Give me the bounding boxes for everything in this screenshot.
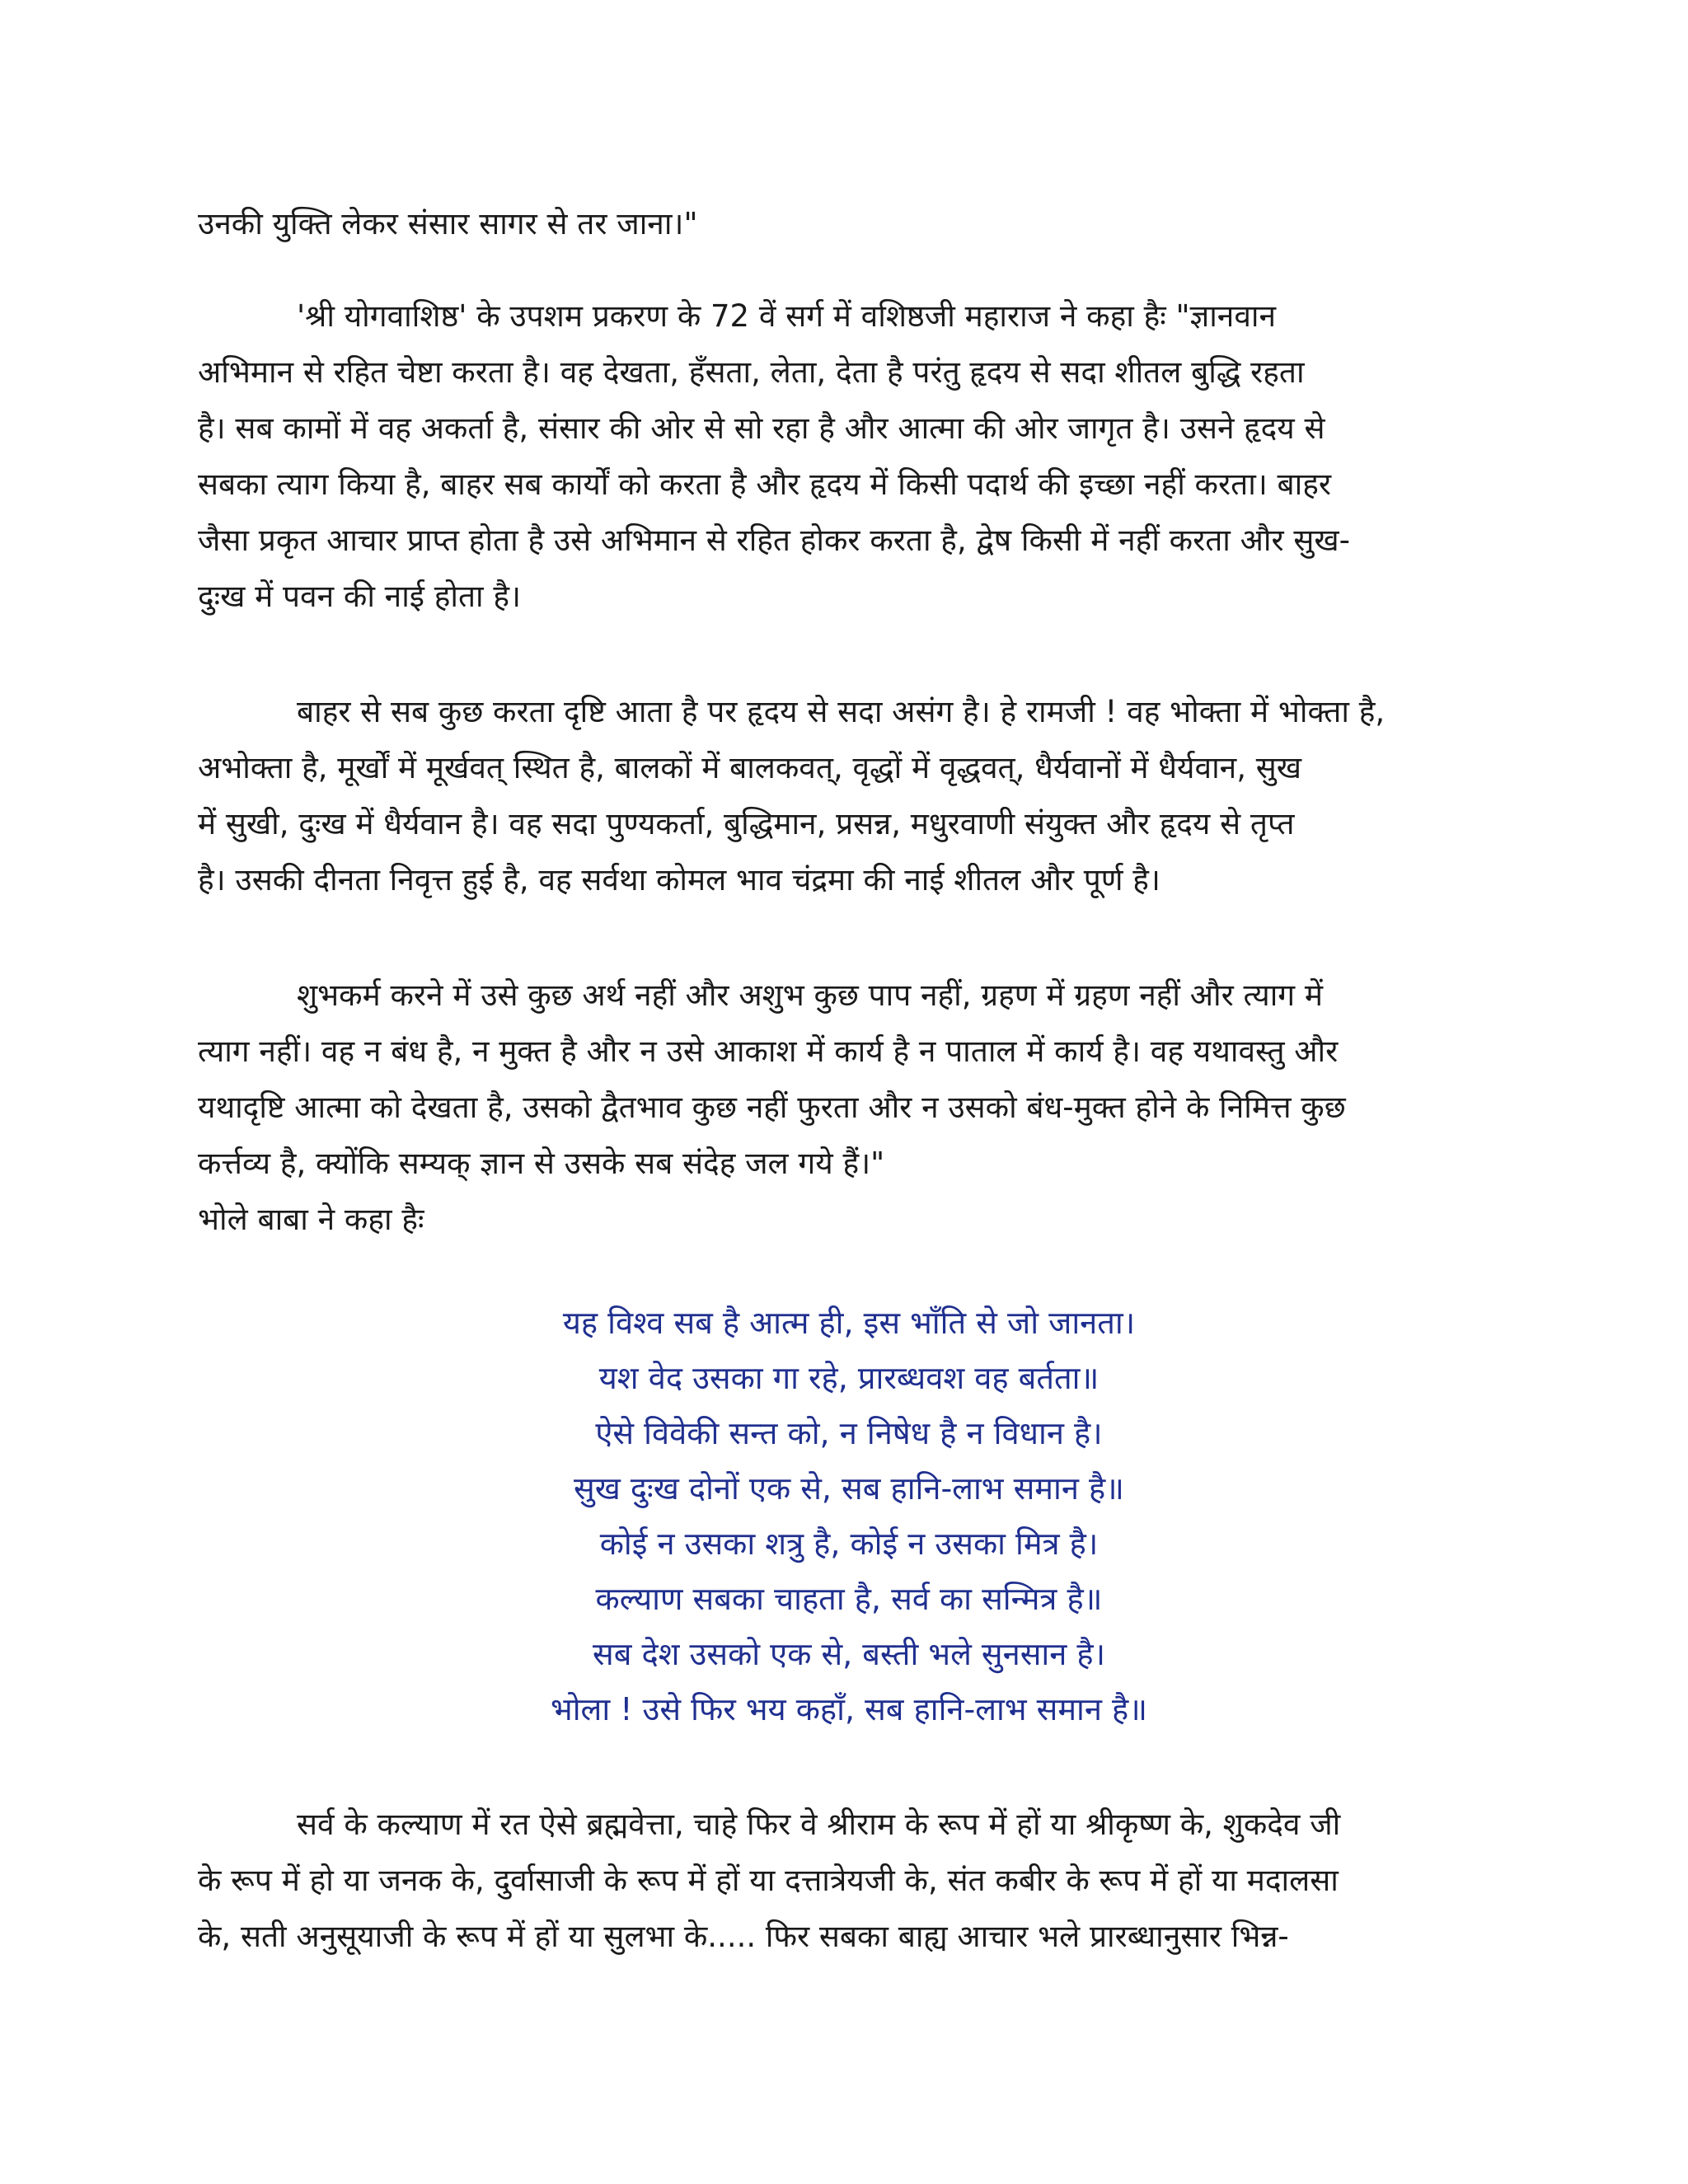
text-line: उनकी युक्ति लेकर संसार सागर से तर जाना।" xyxy=(198,206,698,241)
verse-line: भोला ! उसे फिर भय कहाँ, सब हानि-लाभ समान है॥ xyxy=(551,1691,1147,1727)
text-line: अभिमान से रहित चेष्टा करता है। वह देखता, हँसता, लेता, देता है परंतु हृदय से सदा शीतल बुद्धि रहता xyxy=(198,354,1305,390)
paragraph-shubhakarma xyxy=(198,968,1500,1248)
text-line: है। उसकी दीनता निवृत्त हुई है, वह सर्वथा कोमल भाव चंद्रमा की नाई शीतल और पूर्ण है। xyxy=(198,862,1160,898)
paragraph-brahmavetta xyxy=(198,1797,1500,1965)
text-line: जैसा प्रकृत आचार प्राप्त होता है उसे अभिमान से रहित होकर करता है, द्वेष किसी में नहीं करता और सुख- xyxy=(198,523,1351,558)
paragraph-yogavasishtha-quote xyxy=(198,288,1500,625)
text-line: 'श्री योगवाशिष्ठ' के उपशम प्रकरण के 72 वें सर्ग में वशिष्ठजी महाराज ने कहा हैः "ज्ञानवान xyxy=(297,298,1277,334)
text-line: दुःख में पवन की नाई होता है। xyxy=(198,579,522,614)
text-line: त्याग नहीं। वह न बंध है, न मुक्त है और न उसे आकाश में कार्य है न पाताल में कार्य है। वह यथावस्तु और xyxy=(198,1033,1339,1069)
verse-line: सब देश उसको एक से, बस्ती भले सुनसान है। xyxy=(593,1636,1105,1672)
text-line: बाहर से सब कुछ करता दृष्टि आता है पर हृदय से सदा असंग है। हे रामजी ! वह भोक्ता में भोक्ता है, xyxy=(297,694,1386,729)
text-line: कर्त्तव्य है, क्योंकि सम्यक् ज्ञान से उसके सब संदेह जल गये हैं।" xyxy=(198,1146,885,1181)
verse-line: यह विश्व सब है आत्म ही, इस भाँति से जो जानता। xyxy=(562,1305,1136,1341)
text-line: भोले बाबा ने कहा हैः xyxy=(198,1202,424,1237)
paragraph-bhokta xyxy=(198,684,1500,908)
verse-block xyxy=(198,1296,1500,1737)
text-line: शुभकर्म करने में उसे कुछ अर्थ नहीं और अशुभ कुछ पाप नहीं, ग्रहण में ग्रहण नहीं और त्याग में xyxy=(297,977,1323,1013)
verse-line: कल्याण सबका चाहता है, सर्व का सन्मित्र है॥ xyxy=(595,1581,1103,1617)
text-line: यथादृष्टि आत्मा को देखता है, उसको द्वैतभाव कुछ नहीं फुरता और न उसको बंध-मुक्त होने के निमित्त कुछ xyxy=(198,1090,1346,1125)
text-line: के, सती अनुसूयाजी के रूप में हों या सुलभा के..... फिर सबका बाह्य आचार भले प्रारब्धानुसार भिन्न- xyxy=(198,1919,1289,1954)
verse-line: यश वेद उसका गा रहे, प्रारब्धवश वह बर्तता॥ xyxy=(598,1360,1100,1396)
text-line: अभोक्ता है, मूर्खों में मूर्खवत् स्थित है, बालकों में बालकवत्, वृद्धों में वृद्धवत्, धैर्यवानों में धैर्यवान, सुख xyxy=(198,750,1302,785)
verse-line: कोई न उसका शत्रु है, कोई न उसका मित्र है। xyxy=(599,1526,1099,1562)
text-line: सर्व के कल्याण में रत ऐसे ब्रह्मवेत्ता, चाहे फिर वे श्रीराम के रूप में हों या श्रीकृष्ण के, शुकदेव जी xyxy=(297,1807,1341,1842)
text-line: सबका त्याग किया है, बाहर सब कार्यों को करता है और हृदय में किसी पदार्थ की इच्छा नहीं करता। बाहर xyxy=(198,466,1332,502)
verse-line: सुख दुःख दोनों एक से, सब हानि-लाभ समान है॥ xyxy=(574,1470,1124,1507)
text-line: में सुखी, दुःख में धैर्यवान है। वह सदा पुण्यकर्ता, बुद्धिमान, प्रसन्न, मधुरवाणी संयुक्त और हृदय से तृप्त xyxy=(198,806,1295,841)
text-line: के रूप में हो या जनक के, दुर्वासाजी के रूप में हों या दत्तात्रेयजी के, संत कबीर के रूप में हों या मदालसा xyxy=(198,1863,1339,1898)
document-page xyxy=(198,196,1500,1965)
paragraph-continuation xyxy=(198,196,1500,252)
text-line: है। सब कामों में वह अकर्ता है, संसार की ओर से सो रहा है और आत्मा की ओर जागृत है। उसने हृदय से xyxy=(198,410,1325,446)
verse-line: ऐसे विवेकी सन्त को, न निषेध है न विधान है। xyxy=(595,1415,1103,1451)
